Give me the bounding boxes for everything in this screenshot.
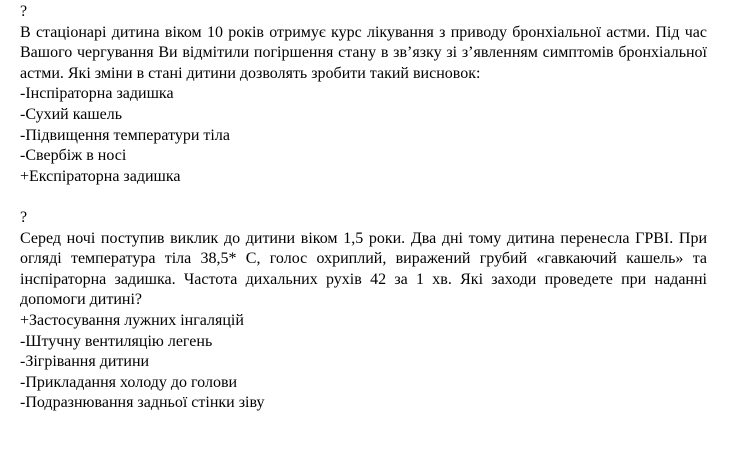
answer-option-correct: +Експіраторна задишка: [20, 167, 181, 185]
answer-option: -Сухий кашель: [20, 105, 123, 123]
answer-option: -Штучну вентиляцію легень: [20, 332, 213, 350]
answer-option: -Прикладання холоду до голови: [20, 373, 238, 391]
question-marker: ?: [20, 3, 28, 20]
answer-option: -Подразнювання задньої стінки зіву: [20, 394, 265, 412]
question-text: В стаціонарі дитина віком 10 років отримує курс лікування з приводу бронхіальної астми. Під час Вашого чергування Ви відмітили погіршення стану в зв’язку зі з’явленням симптомів бронхіальної астми. Які зміни в стані дитини дозволять зробити такий висновок:: [20, 23, 707, 82]
question-block-2: [20, 208, 707, 414]
document-body: [20, 2, 707, 414]
answer-option: -Свербіж в носі: [20, 147, 127, 165]
blank-line: [20, 187, 707, 208]
question-text: Серед ночі поступив виклик до дитини віком 1,5 роки. Два дні тому дитина перенесла ГРВІ. При огляді температура тіла 38,5* С, голос охриплий, виражений грубий «гавкаючий кашель» та інспіраторна задишка. Частота дихальних рухів 42 за 1 хв. Які заходи проведете при наданні допомоги дитині?: [20, 229, 707, 309]
question-marker: ?: [20, 208, 28, 226]
answer-option-correct: +Застосування лужних інгаляцій: [20, 311, 244, 329]
answer-option: -Інспіраторна задишка: [20, 85, 174, 103]
answer-option: -Зігрівання дитини: [20, 353, 150, 371]
question-block-1: [20, 2, 707, 187]
answer-option: -Підвищення температури тіла: [20, 126, 230, 144]
